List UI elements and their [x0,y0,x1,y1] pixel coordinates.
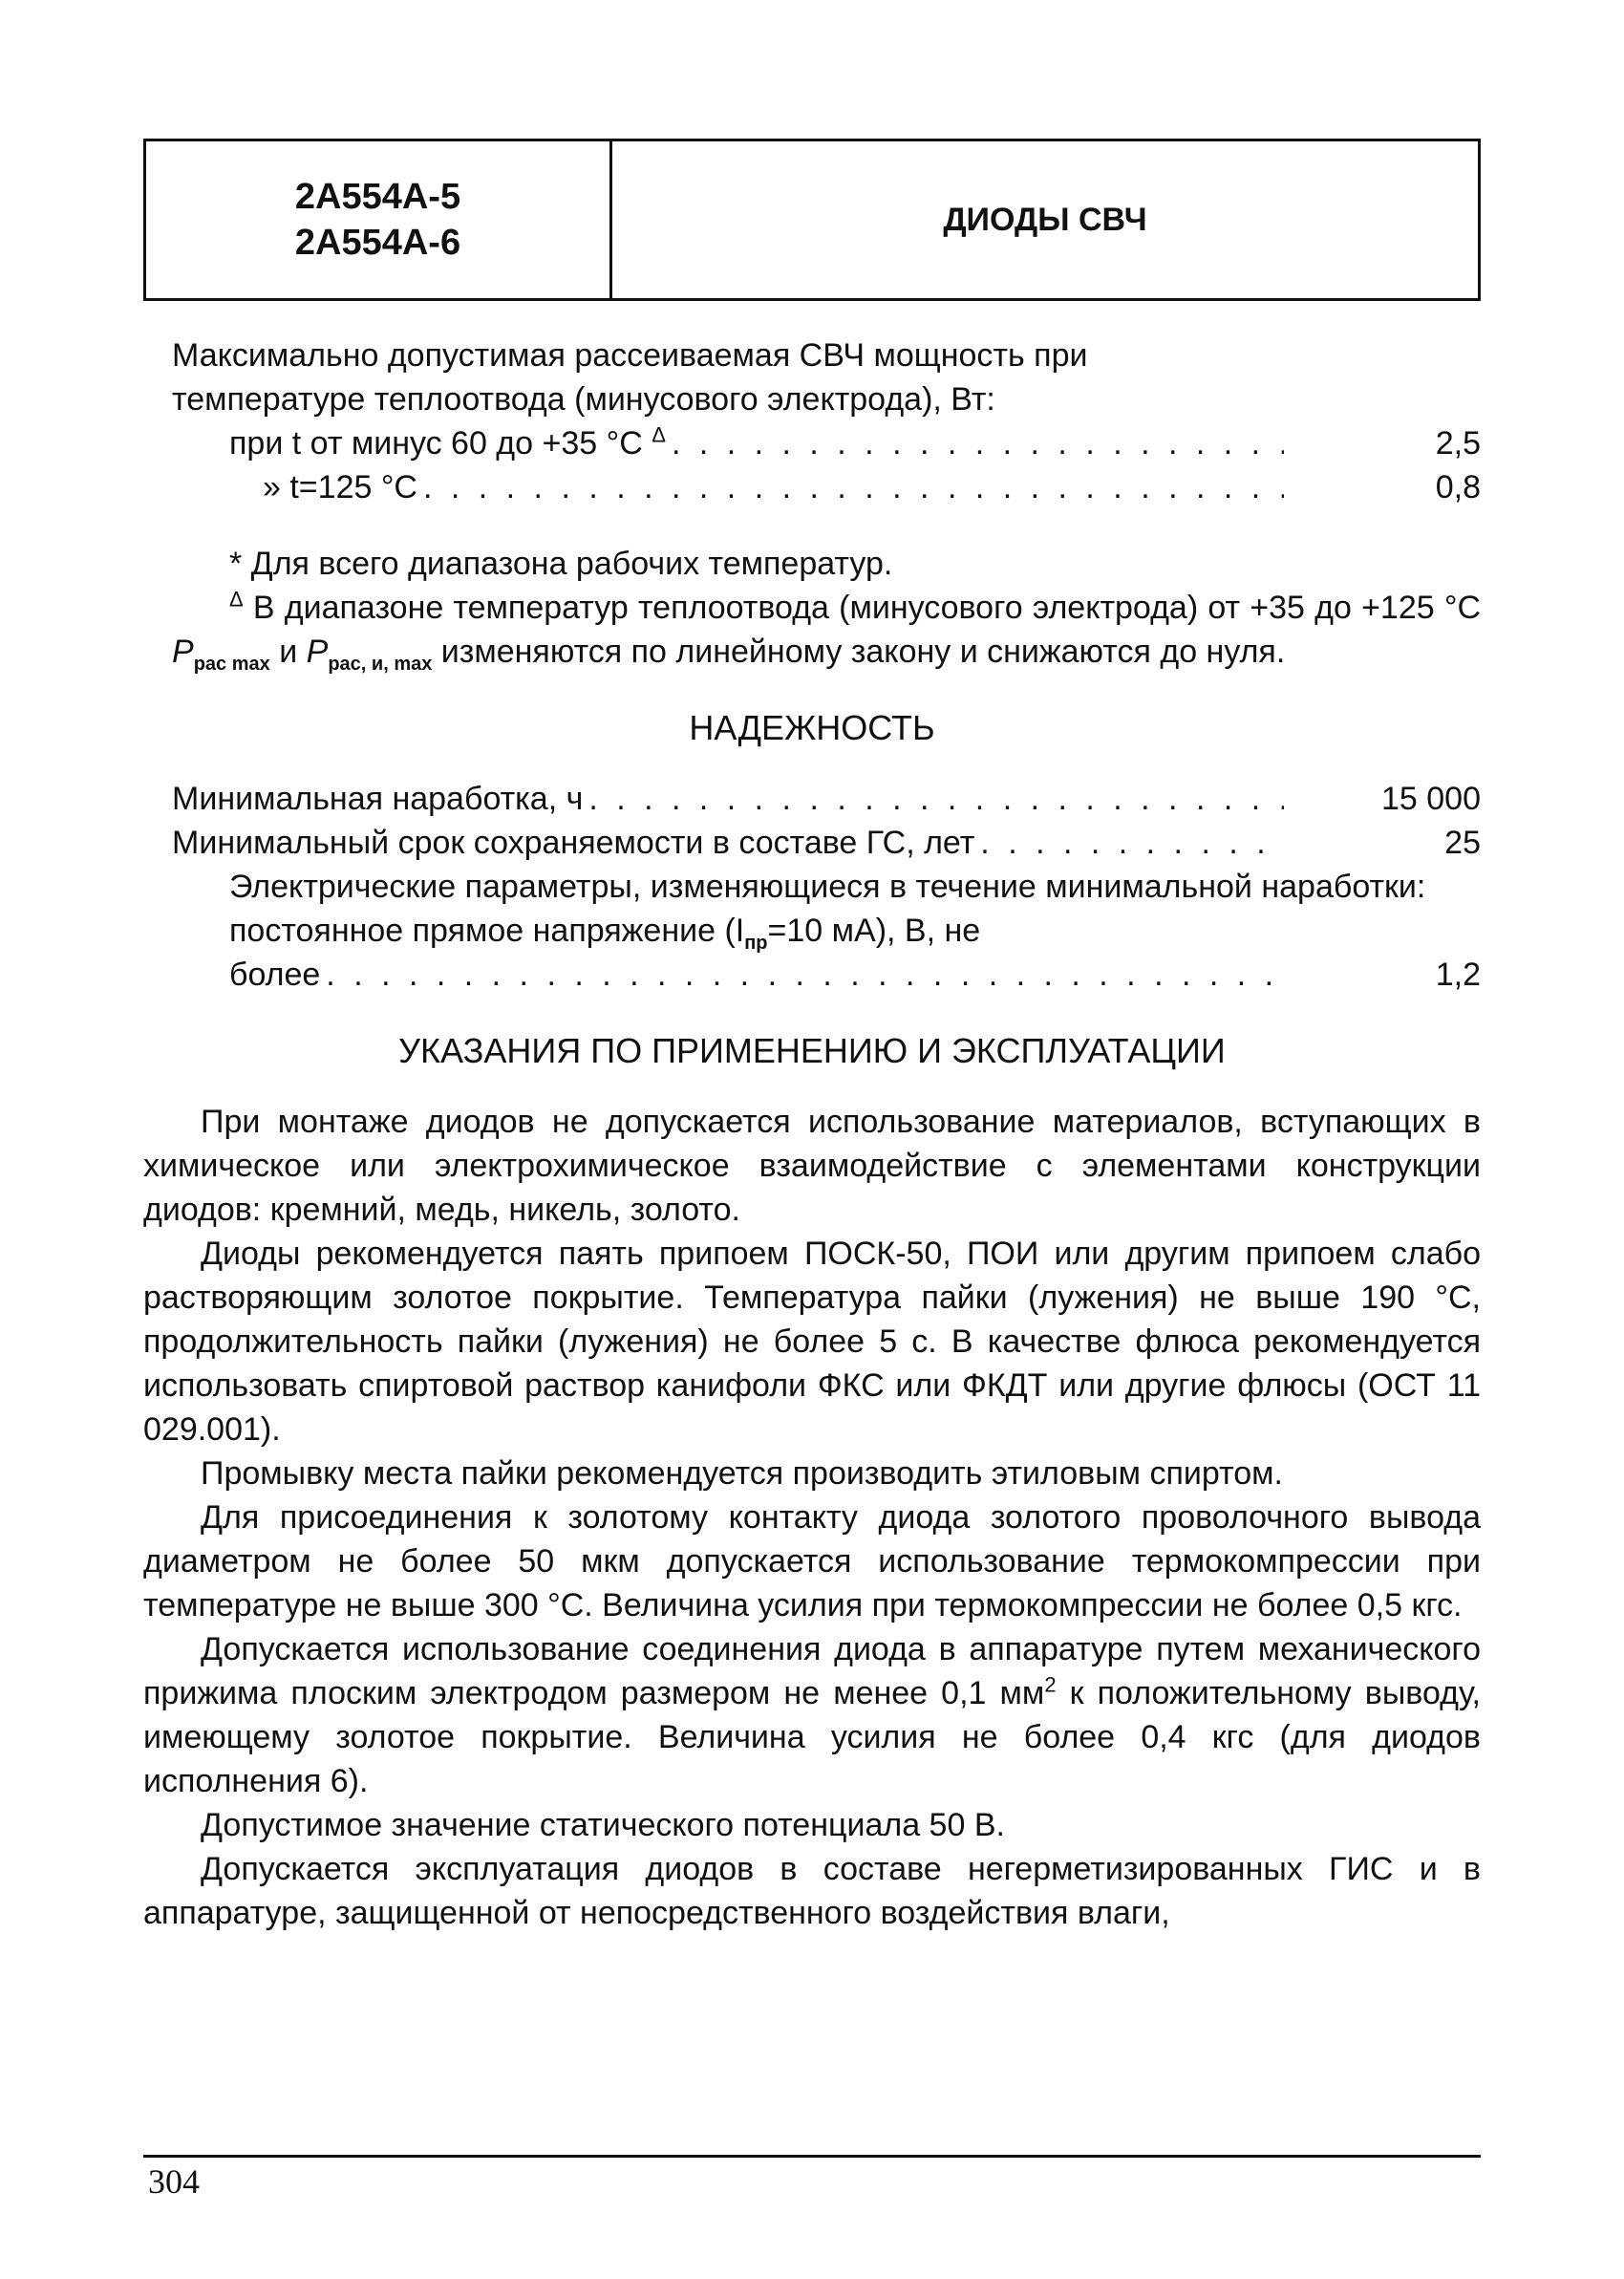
spec-row [172,421,1481,465]
part-number: 2А554А-5 [294,177,461,217]
spec-value: 1,2 [1435,957,1481,993]
footnotes [172,542,1481,674]
paragraph: Для присоединения к золотому контакту диода золотого проволочного вывода диаметром не более 50 мкм допускается использование термокомпрессии при температуре не выше 300 °С. Величина усилия при термокомпрессии не более 0,5 кгс. [143,1499,1481,1623]
page-number: 304 [148,2162,200,2201]
header-box [143,139,1481,301]
leader-dots [588,777,1284,821]
spec-row [172,777,1481,821]
paragraph: Промывку места пайки рекомендуется производить этиловым спиртом. [201,1455,1283,1492]
reliability-section [172,777,1481,997]
spec-row [172,821,1481,865]
leader-dots [423,465,1284,509]
spec-value: 15 000 [1381,781,1481,817]
paragraph: Диоды рекомендуется паять припоем ПОСК-50, ПОИ или другим припоем слабо растворяющим золотое покрытие. Температура пайки (лужения) не выше 190 °С, продолжительность пайки (лужения) не более 5 с. В качестве флюса рекомендуется использовать спиртовой раствор канифоли ФКС или ФКДТ или другие флюсы (ОСТ 11 029.001). [143,1236,1481,1448]
document-title: ДИОДЫ СВЧ [943,201,1147,238]
part-number-cell [146,141,612,298]
leader-dots [980,821,1284,865]
params-intro: Электрические параметры, изменяющиеся в течение минимальной наработки: [229,869,1426,905]
spec-label: Минимальный срок сохраняемости в составе ГС, лет [172,825,975,861]
spec-label: при t от минус 60 до +35 °С $^\Delta$ [229,422,666,462]
footer-rule [143,2155,1481,2158]
leader-dots [672,421,1284,465]
paragraph: При монтаже диодов не допускается использование материалов, вступающих в химическое или электрохимическое взаимодействие с элементами конструкции диодов: кремний, медь, никель, золото. [143,1104,1481,1228]
section-heading: НАДЕЖНОСТЬ [689,708,935,747]
spec-label: » t=125 °С [263,469,417,505]
power-section [172,333,1481,509]
paragraph: Допускается использование соединения диода в аппаратуре путем механического прижима плоским электродом размером не менее 0,1 $мм^2$ к положительному выводу, имеющему золотое покрытие. Величина усилия не более 0,4 кгс (для диодов исполнения 6). [143,1631,1481,1799]
spec-row [172,953,1481,997]
spec-label: Минимальная наработка, ч [172,781,584,817]
power-intro: Максимально допустимая рассеиваемая СВЧ мощность при температуре теплоотвода (минусового электрода), Вт: [172,337,1088,418]
footnote-star: * Для всего диапазона рабочих температур. [229,546,893,582]
footnote-delta: $^\Delta$ В диапазоне температур теплоотвода (минусового электрода) от +35 до +125 °С $P_{рас max}$ и $P_{рас, и, max}$ изменяются по линейному закону и снижаются до нуля. [172,587,1481,675]
leader-dots [326,953,1284,997]
paragraph: Допускается эксплуатация диодов в составе негерметизированных ГИС и в аппаратуре, защищенной от непосредственного воздействия влаги, [143,1851,1481,1931]
spec-row [172,465,1481,509]
part-number: 2А554А-6 [294,223,461,263]
instructions-section [143,1100,1481,1935]
spec-value: 0,8 [1435,469,1481,505]
section-heading: УКАЗАНИЯ ПО ПРИМЕНЕНИЮ И ЭКСПЛУАТАЦИИ [398,1031,1226,1070]
param-line: постоянное прямое напряжение ($I_{пр}=10$ мА), В, не [229,913,981,954]
document-page [143,139,1481,1935]
spec-value: 25 [1444,825,1481,861]
spec-value: 2,5 [1435,425,1481,462]
paragraph: Допустимое значение статического потенциала 50 В. [201,1807,1005,1843]
spec-label: более [229,957,321,993]
